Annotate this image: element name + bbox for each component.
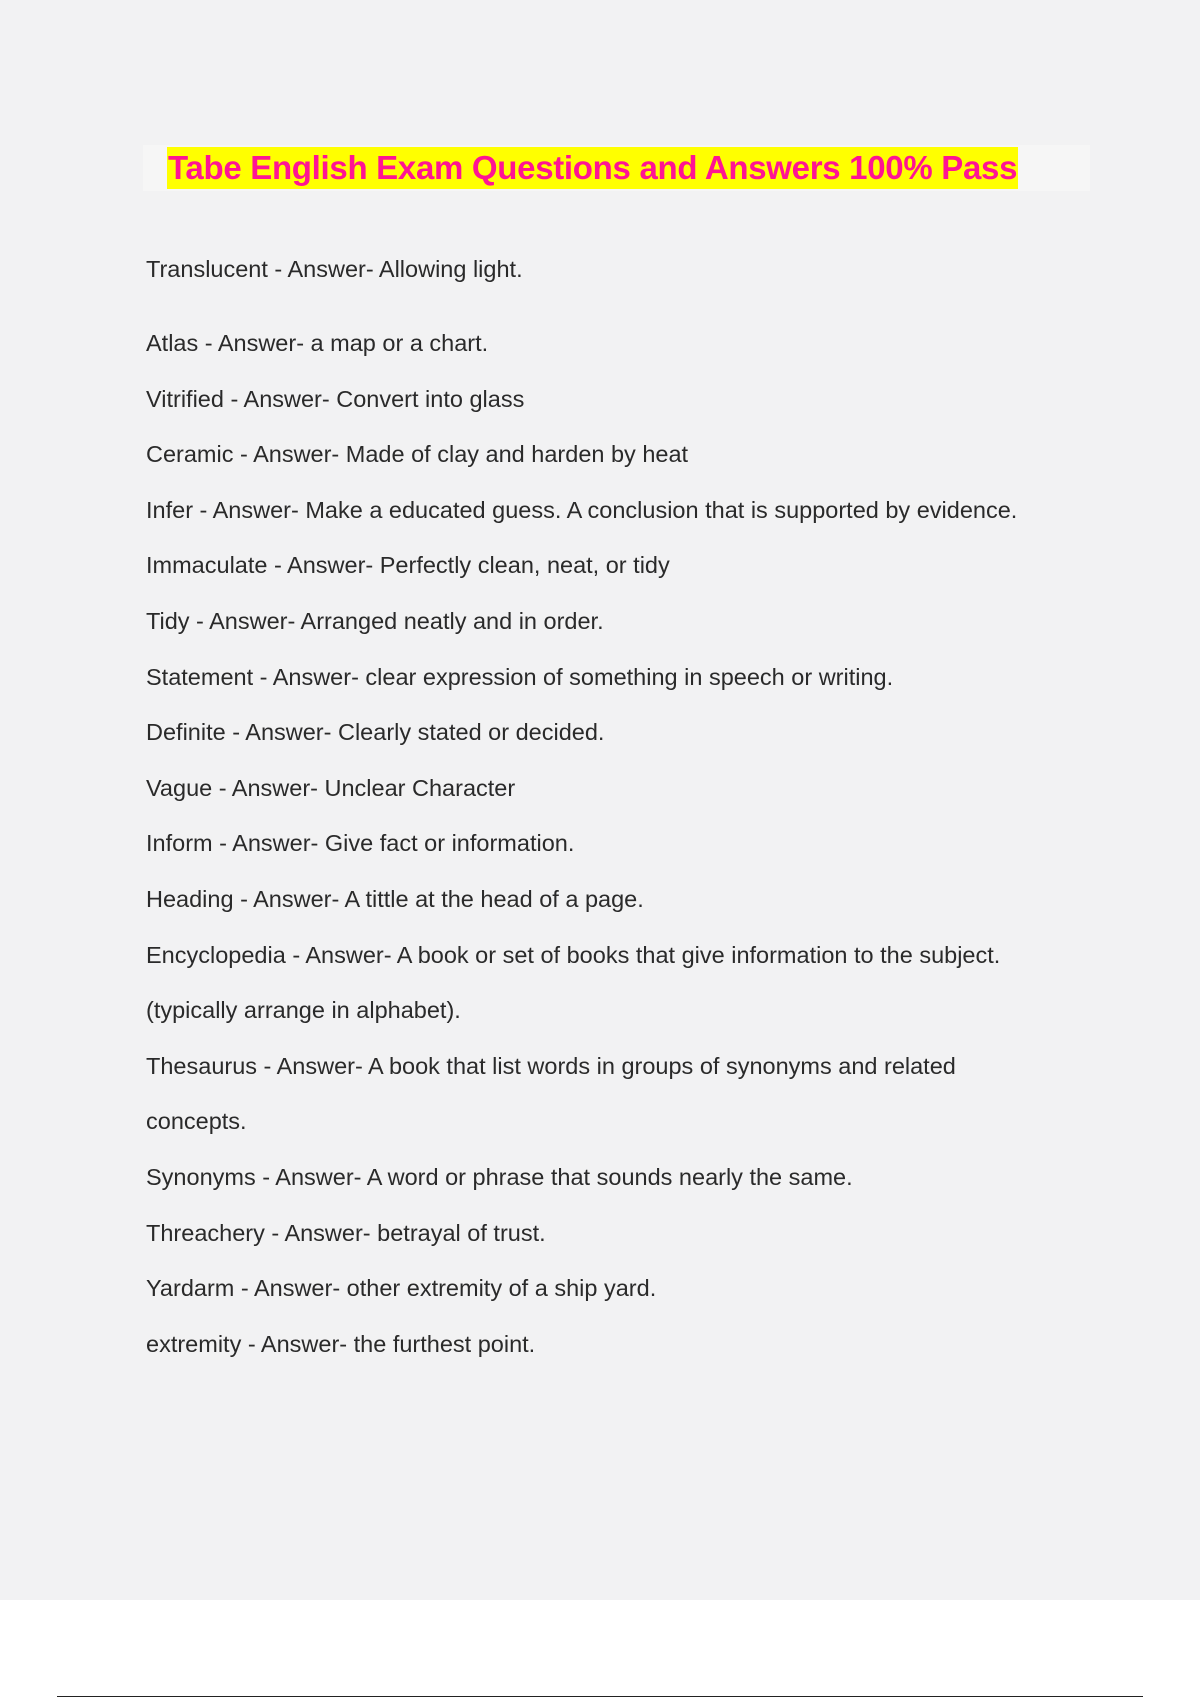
footer-divider (57, 1696, 1143, 1697)
qa-line-heading: Heading - Answer- A tittle at the head of a page. (146, 886, 644, 912)
qa-line-vitrified: Vitrified - Answer- Convert into glass (146, 386, 525, 412)
qa-line-definite: Definite - Answer- Clearly stated or decided. (146, 719, 605, 745)
qa-line-encyclopedia-cont: (typically arrange in alphabet). (146, 997, 461, 1023)
document-title: Tabe English Exam Questions and Answers 100% Pass (167, 147, 1018, 189)
qa-line-immaculate: Immaculate - Answer- Perfectly clean, neat, or tidy (146, 552, 670, 578)
qa-line-infer: Infer - Answer- Make a educated guess. A conclusion that is supported by evidence. (146, 497, 1018, 523)
qa-line-inform: Inform - Answer- Give fact or information. (146, 830, 575, 856)
qa-line-encyclopedia: Encyclopedia - Answer- A book or set of books that give information to the subject. (146, 942, 1001, 968)
qa-line-synonyms: Synonyms - Answer- A word or phrase that sounds nearly the same. (146, 1164, 853, 1190)
qa-line-thesaurus-cont: concepts. (146, 1108, 247, 1134)
qa-line-extremity: extremity - Answer- the furthest point. (146, 1331, 536, 1357)
qa-line-vague: Vague - Answer- Unclear Character (146, 775, 516, 801)
qa-line-thesaurus: Thesaurus - Answer- A book that list words in groups of synonyms and related (146, 1053, 956, 1079)
qa-line-ceramic: Ceramic - Answer- Made of clay and harden by heat (146, 441, 689, 467)
qa-line-translucent: Translucent - Answer- Allowing light. (146, 256, 523, 282)
qa-line-statement: Statement - Answer- clear expression of something in speech or writing. (146, 664, 894, 690)
qa-line-atlas: Atlas - Answer- a map or a chart. (146, 330, 489, 356)
qa-line-threachery: Threachery - Answer- betrayal of trust. (146, 1220, 546, 1246)
qa-line-tidy: Tidy - Answer- Arranged neatly and in order. (146, 608, 604, 634)
qa-line-yardarm: Yardarm - Answer- other extremity of a ship yard. (146, 1275, 657, 1301)
